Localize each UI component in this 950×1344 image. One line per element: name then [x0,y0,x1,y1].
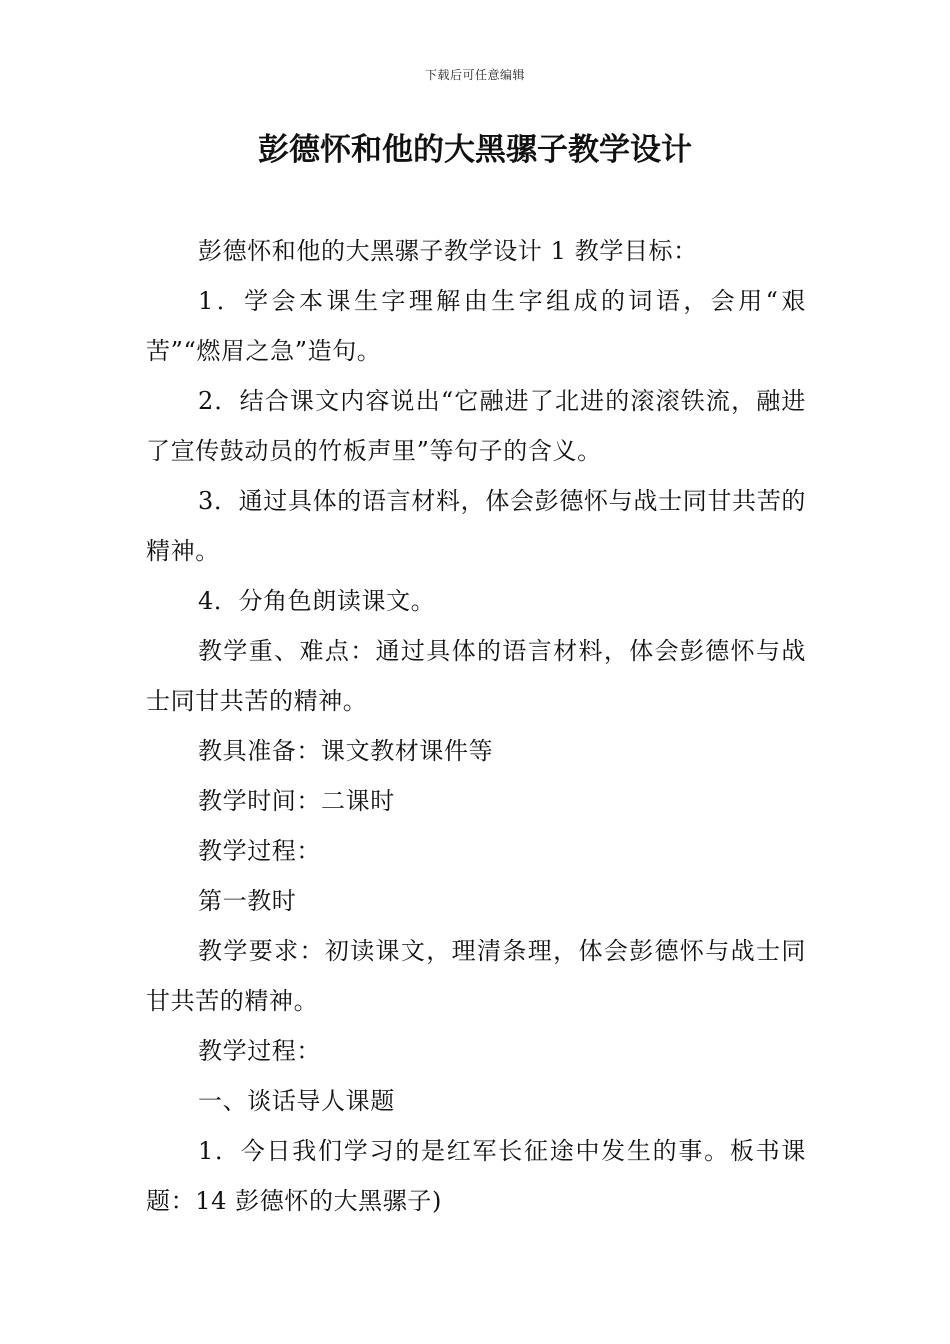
document-title: 彭德怀和他的大黑骡子教学设计 [258,132,692,168]
paragraph-first-lesson: 第一教时 [198,887,297,915]
paragraph-section-one: 一、谈话导人课题 [198,1087,395,1115]
paragraph-goal-1: 1．学会本课生字理解由生字组成的词语，会用“艰苦”“燃眉之急”造句。 [146,287,806,365]
paragraph-time: 教学时间：二课时 [198,787,395,815]
header-note: 下载后可任意编辑 [424,68,525,82]
paragraph-materials: 教具准备：课文教材课件等 [198,737,494,765]
paragraph-step-1: 1．今日我们学习的是红军长征途中发生的事。板书课题：14 彭德怀的大黑骡子) [146,1137,806,1215]
paragraph-goal-4: 4．分角色朗读课文。 [198,587,436,615]
paragraph-key-points: 教学重、难点：通过具体的语言材料，体会彭德怀与战士同甘共苦的精神。 [146,637,806,715]
paragraph-goal-3: 3．通过具体的语言材料，体会彭德怀与战士同甘共苦的精神。 [146,487,806,565]
paragraph-process-heading: 教学过程： [198,837,321,865]
document-body [146,226,806,1226]
paragraph-requirements: 教学要求：初读课文，理清条理，体会彭德怀与战士同甘共苦的精神。 [146,937,806,1015]
paragraph-intro: 彭德怀和他的大黑骡子教学设计 1 教学目标： [198,237,698,265]
paragraph-goal-2: 2．结合课文内容说出“它融进了北进的滚滚铁流，融进了宣传鼓动员的竹板声里”等句子的含义。 [146,387,806,465]
paragraph-process-heading-2: 教学过程： [198,1037,321,1065]
